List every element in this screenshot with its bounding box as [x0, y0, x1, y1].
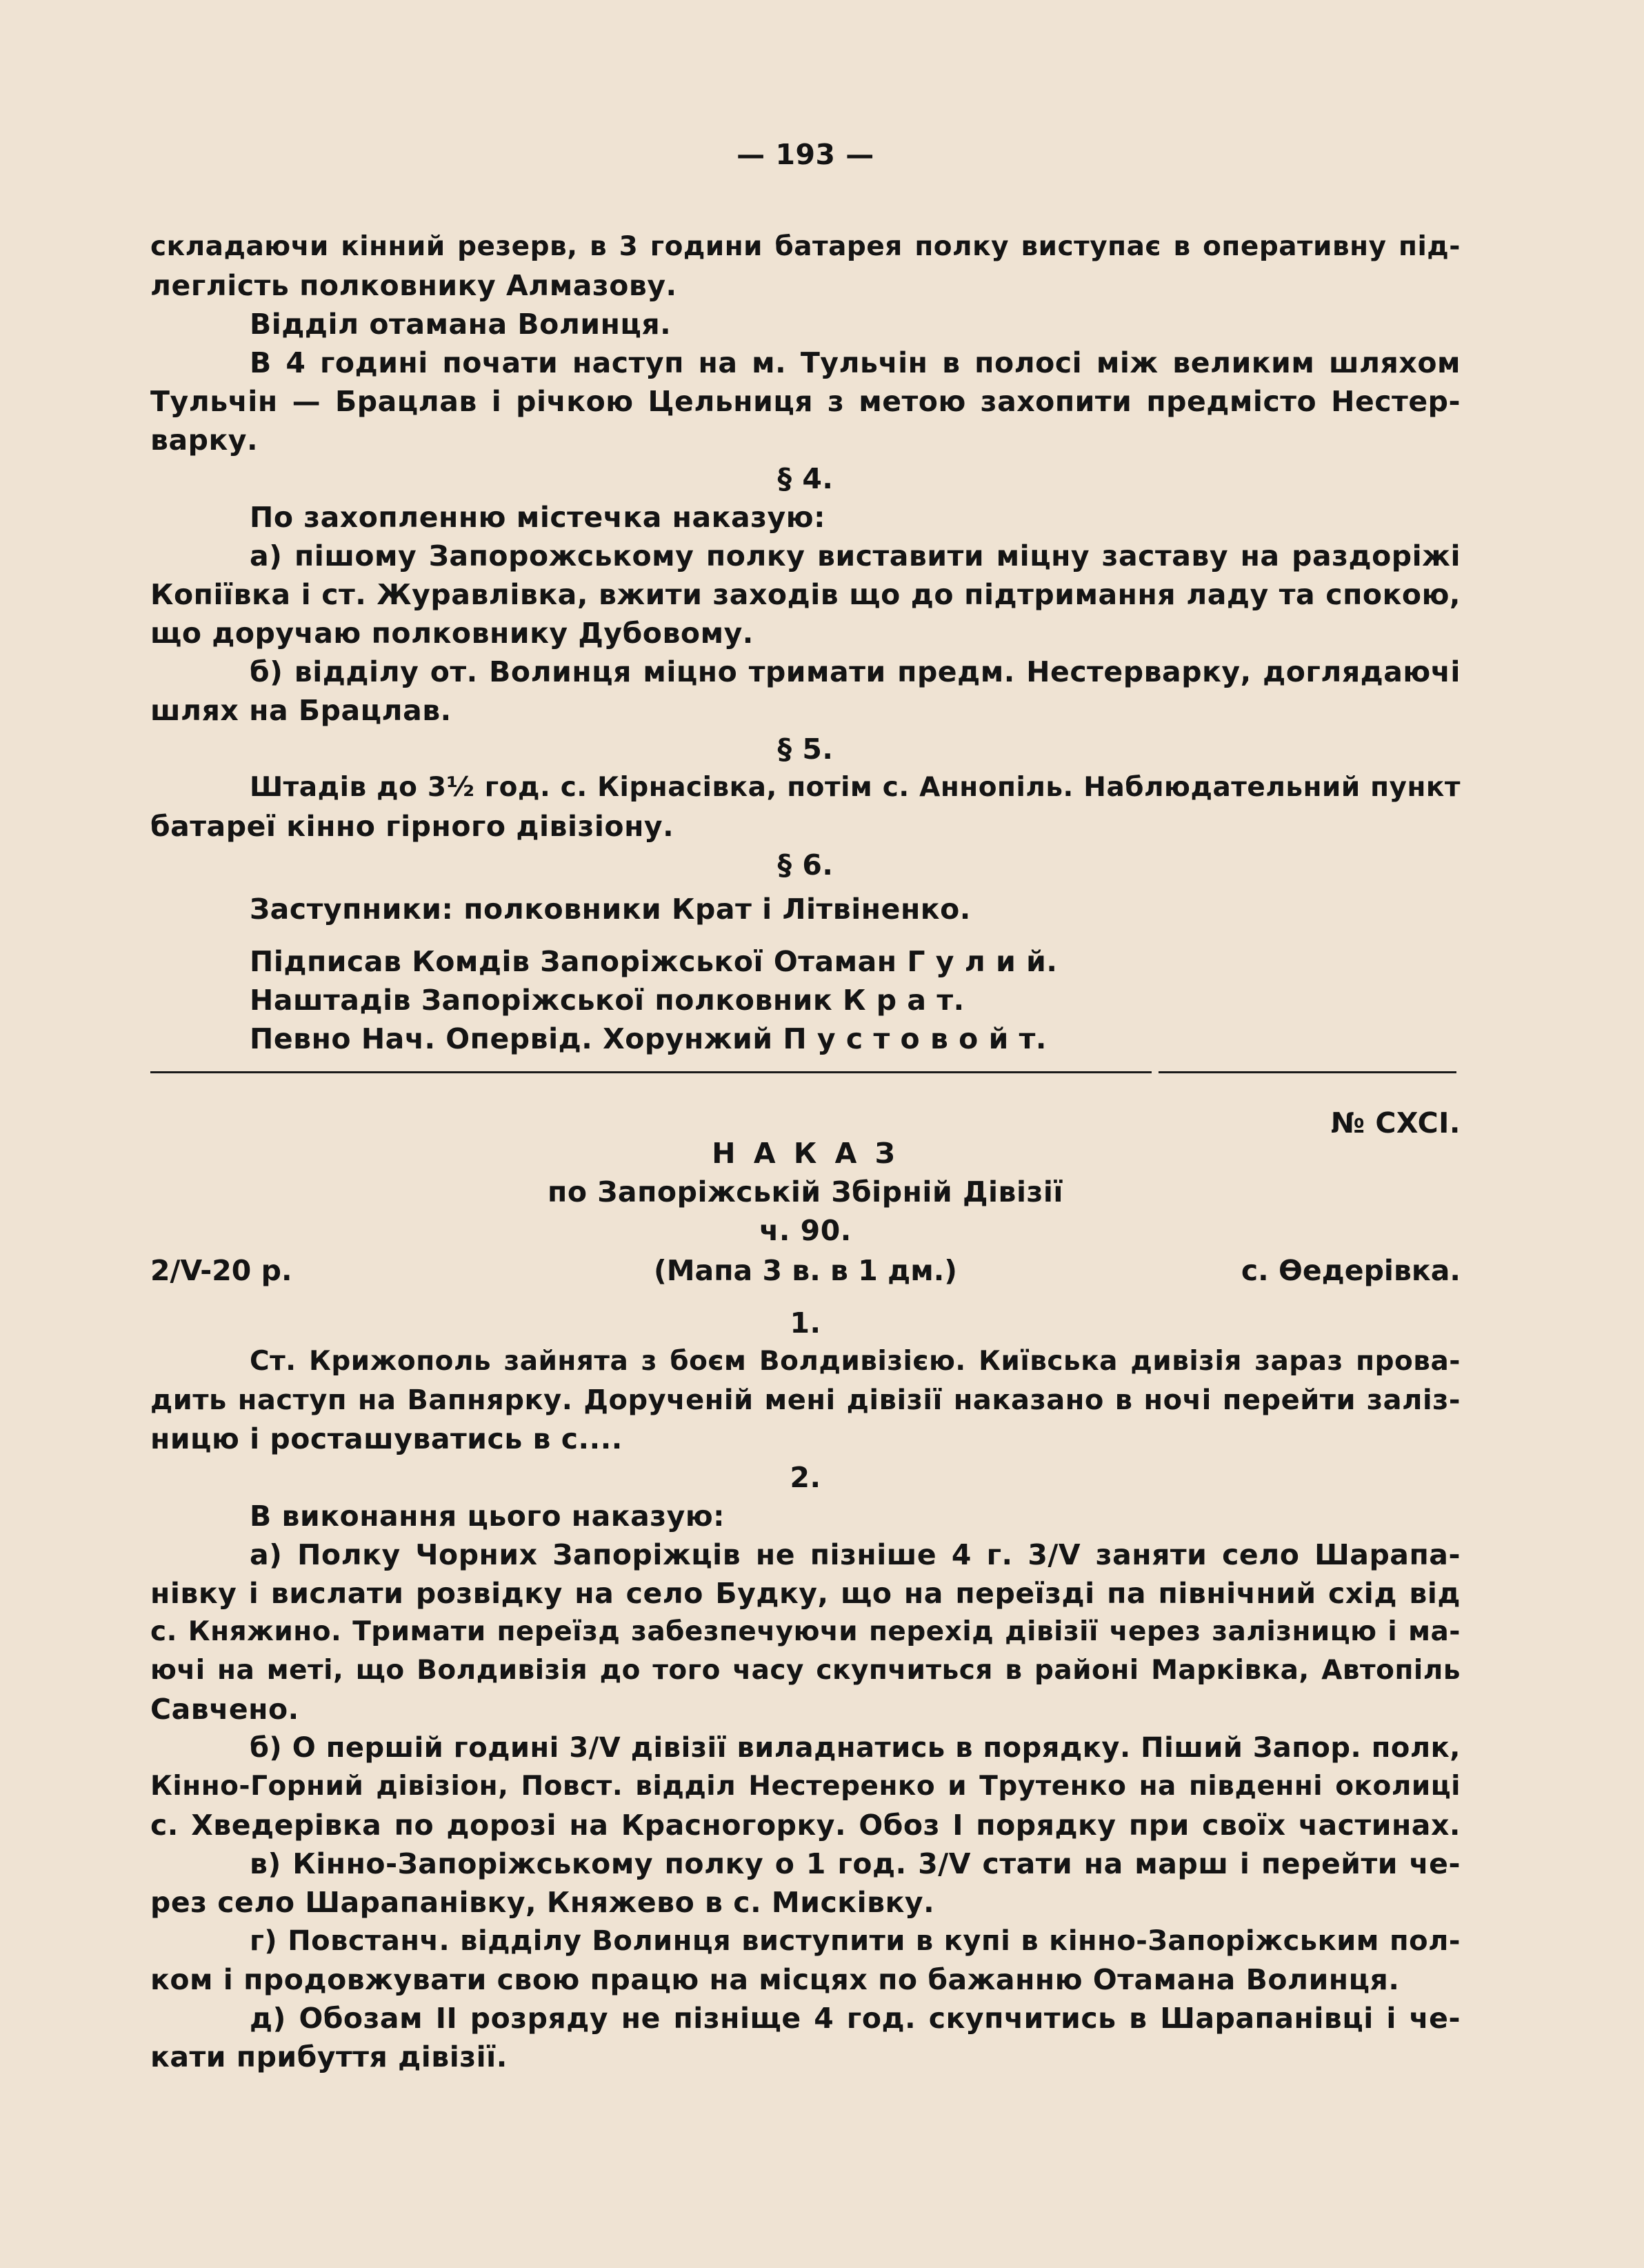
text-line: леглість полковнику Алмазову.	[150, 269, 677, 302]
order-title: Н А К А З	[712, 1137, 899, 1170]
text-line: що доручаю полковнику Дубовому.	[150, 617, 754, 650]
section-number: § 5.	[777, 733, 834, 766]
text-line: с. Княжино. Тримати переїзд забезпечуючи перехід дівізії через залізницю і ма-	[150, 1616, 1461, 1647]
divider-rule	[1159, 1071, 1456, 1073]
page-number: — 193 —	[736, 138, 874, 171]
text-line: В виконання цього наказую:	[250, 1500, 725, 1533]
text-line: Тульчін — Брацлав і річкою Цельниця з метою захопити предмістo Нестер-	[150, 385, 1461, 418]
text-line: дить наступ на Вапнярку. Дорученій мені дівізії наказано в ночі перейти заліз-	[150, 1384, 1461, 1416]
order-date: 2/V-20 р.	[150, 1254, 292, 1287]
text-line: а) пішому Запорожському полку виставити міцну заставу на раздоріжі	[250, 539, 1461, 573]
order-place: с. Өедерівка.	[1241, 1254, 1461, 1287]
order-part: ч. 90.	[759, 1214, 852, 1247]
text-line: Ст. Крижополь зайнята з боєм Волдивізією. Київська дивізія зараз прова-	[250, 1346, 1461, 1377]
text-line: д) Обозам II розряду не пізніще 4 год. скупчитись в Шарапанівці і че-	[250, 2002, 1461, 2035]
text-line: б) О першій годині 3/V дівізії виладнатись в порядку. Піший Запор. полк,	[250, 1732, 1461, 1764]
text-line: Кінно-Горний дівізіон, Повст. відділ Нестеренко и Трутенко на південні околиці	[150, 1771, 1461, 1802]
text-line: рез село Шарапанівку, Княжево в с. Мисківку.	[150, 1886, 935, 1919]
text-line: кати прибуття дівізії.	[150, 2040, 508, 2073]
text-line: складаючи кінний резерв, в 3 години батарея полку виступає в оперативну під-	[150, 231, 1461, 262]
text-line: батареї кінно гірного дівізіону.	[150, 810, 674, 843]
section-number: § 6.	[777, 848, 834, 882]
text-line: В 4 годині почати наступ на м. Тульчін в полосі між великим шляхом	[250, 346, 1461, 379]
section-number: § 4.	[777, 462, 834, 495]
text-line: в) Кінно-Запоріжському полку о 1 год. 3/V стати на марш і перейти че-	[250, 1847, 1461, 1880]
section-number: 1.	[790, 1306, 821, 1340]
text-line: а) Полку Чорних Запоріжців не пізніше 4 г. 3/V заняти село Шарапа-	[250, 1538, 1461, 1571]
text-line: Савчено.	[150, 1693, 299, 1726]
signature-line: Підписав Комдів Запоріжської Отаман Г у л и й.	[250, 945, 1058, 978]
signature-line: Певно Нач. Опервід. Хорунжий П у с т о в о й т.	[250, 1022, 1047, 1055]
text-line: Копіївка і ст. Журавлівка, вжити заходів що до підтримання ладу та спокою,	[150, 578, 1461, 611]
text-line: ючі на меті, що Волдивізія до того часу скупчиться в районі Марківка, Автопіль	[150, 1655, 1461, 1686]
order-meta-row	[150, 1251, 1461, 1290]
order-map: (Мапа 3 в. в 1 дм.)	[653, 1254, 958, 1287]
text-line: ком і продовжувати свою працю на місцях по бажанню Отамана Волинця.	[150, 1963, 1400, 1996]
divider-rule	[150, 1071, 1152, 1073]
text-line: б) відділу от. Волинця міцно тримати предм. Нестерварку, доглядаючі	[250, 655, 1461, 688]
text-line: г) Повстанч. відділу Волинця виступити в купі в кінно-Запоріжським пол-	[250, 1925, 1461, 1957]
text-line: Заступники: полковники Крат і Літвіненко.	[250, 893, 971, 926]
text-line: По захопленню містечка наказую:	[250, 501, 825, 534]
text-line: нівку і вислати розвідку на село Будку, що на переїзді па північний схід від	[150, 1577, 1461, 1610]
text-line: Штадів до 3½ год. с. Кірнасівка, потім с. Аннопіль. Наблюдательний пункт	[250, 772, 1461, 803]
text-line: ницю і росташуватись в с....	[150, 1422, 623, 1455]
text-line: варку.	[150, 424, 259, 457]
text-line: Відділ отамана Волинця.	[250, 308, 672, 341]
order-number: № CXCI.	[1330, 1106, 1461, 1140]
section-number: 2.	[790, 1461, 821, 1494]
text-line: шлях на Брацлав.	[150, 694, 452, 727]
order-subtitle: по Запоріжській Збірній Дівізії	[548, 1175, 1063, 1208]
signature-line: Наштадів Запоріжської полковник К р а т.	[250, 984, 965, 1017]
text-line: с. Хведерівка по дорозі на Красногорку. Обоз I порядку при своїх частинах.	[150, 1809, 1461, 1842]
